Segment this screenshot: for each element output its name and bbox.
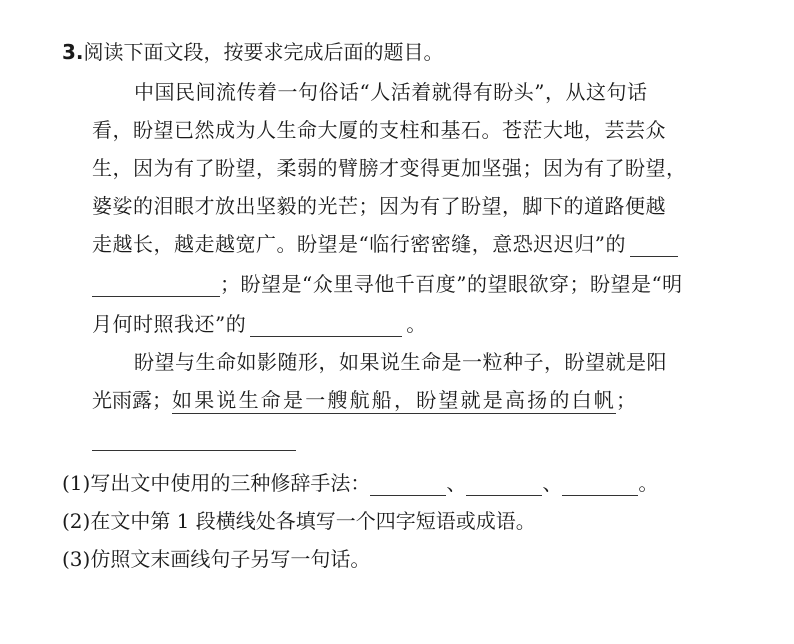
passage-line: 婆娑的泪眼才放出坚毅的光芒；因为有了盼望，脚下的道路便越 (92, 194, 666, 218)
passage-text: 月何时照我还”的 (92, 312, 247, 336)
rhetoric-blank-2[interactable] (466, 475, 542, 496)
passage-line: 中国民间流传着一句俗话“人活着就得有盼头”，从这句话 (134, 80, 648, 104)
fill-blank-2[interactable] (250, 316, 402, 337)
passage-line-with-blank (92, 311, 427, 337)
fill-blank-1-start[interactable] (630, 236, 678, 257)
fill-blank-1-end[interactable] (92, 276, 220, 297)
passage-text: ；盼望是“众里寻他千百度”的望眼欲穿；盼望是“明 (220, 272, 683, 296)
rhetoric-blank-1[interactable] (370, 475, 446, 496)
question-prompt: 阅读下面文段，按要求完成后面的题目。 (83, 40, 444, 64)
separator: 、 (542, 471, 563, 495)
rhetoric-blank-3[interactable] (562, 475, 638, 496)
separator: 、 (446, 471, 467, 495)
passage-line: 看，盼望已然成为人生命大厦的支柱和基石。苍茫大地，芸芸众 (92, 118, 666, 142)
answer-line (92, 425, 296, 451)
passage-text: 。 (406, 312, 427, 336)
question-number: 3. (62, 40, 84, 64)
imitation-answer-blank[interactable] (92, 430, 296, 451)
subquestion-2: (2)在文中第 1 段横线处各填写一个四字短语或成语。 (62, 509, 536, 533)
subquestion-3: (3)仿照文末画线句子另写一句话。 (62, 547, 371, 571)
underlined-sentence: 如果说生命是一艘航船，盼望就是高扬的白帆 (172, 388, 616, 412)
subquestion-text: (1)写出文中使用的三种修辞手法： (62, 471, 371, 495)
passage-line-with-blank (92, 271, 683, 297)
subquestion-1 (62, 470, 658, 496)
passage-line: 生，因为有了盼望，柔弱的臂膀才变得更加坚强；因为有了盼望， (92, 156, 687, 180)
separator: 。 (638, 471, 659, 495)
question-header (62, 39, 444, 65)
passage-text: 光雨露； (92, 388, 172, 412)
passage-text: ； (616, 388, 636, 412)
passage-text: 走越长，越走越宽广。盼望是“临行密密缝，意恐迟迟归”的 (92, 232, 626, 256)
passage-line-with-blank (92, 231, 678, 257)
passage-line: 盼望与生命如影随形，如果说生命是一粒种子，盼望就是阳 (134, 350, 667, 374)
passage-line-underlined (92, 387, 636, 413)
